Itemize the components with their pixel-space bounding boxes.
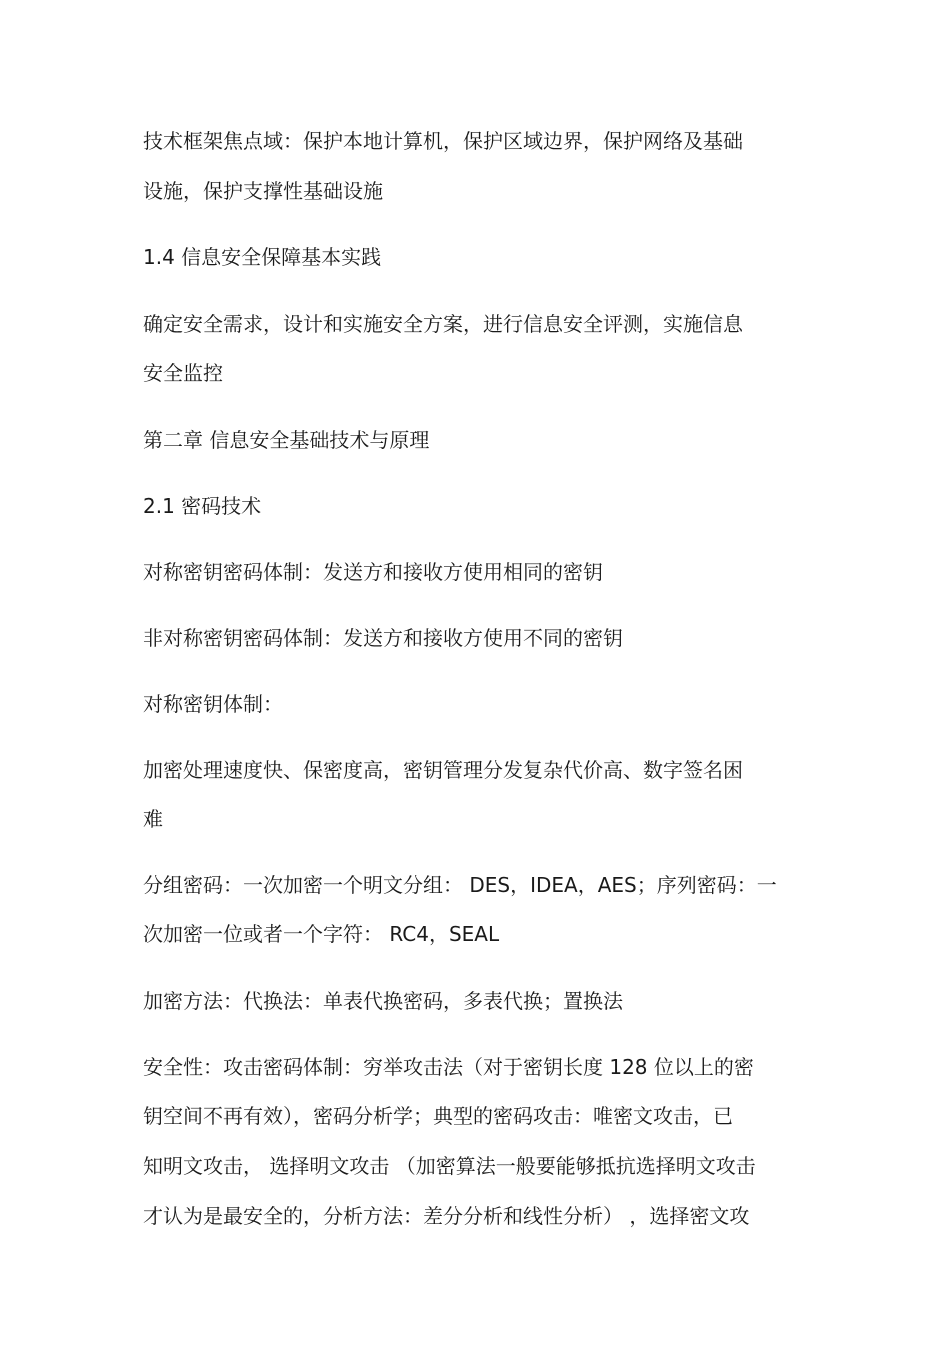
text-line: 分组密码：一次加密一个明文分组： DES，IDEA，AES；序列密码：一: [143, 873, 777, 897]
text-line: 安全监控: [143, 361, 223, 385]
text-line: 安全性：攻击密码体制：穷举攻击法（对于密钥长度 128 位以上的密: [143, 1055, 754, 1079]
text-line: 钥空间不再有效），密码分析学；典型的密码攻击：唯密文攻击，已: [143, 1104, 733, 1128]
text-line: 知明文攻击， 选择明文攻击 （加密算法一般要能够抵抗选择明文攻击: [143, 1154, 756, 1178]
text-line: 对称密钥密码体制：发送方和接收方使用相同的密钥: [143, 560, 603, 584]
section-heading: 2.1 密码技术: [143, 494, 262, 518]
text-line: 非对称密钥密码体制：发送方和接收方使用不同的密钥: [143, 626, 623, 650]
text-line: 技术框架焦点域：保护本地计算机，保护区域边界，保护网络及基础: [143, 129, 743, 153]
text-line: 对称密钥体制：: [143, 692, 283, 716]
text-line: 设施，保护支撑性基础设施: [143, 179, 383, 203]
text-line: 加密方法：代换法：单表代换密码，多表代换；置换法: [143, 989, 623, 1013]
section-heading: 1.4 信息安全保障基本实践: [143, 245, 382, 269]
text-line: 加密处理速度快、保密度高，密钥管理分发复杂代价高、数字签名困: [143, 758, 743, 782]
text-line: 确定安全需求，设计和实施安全方案，进行信息安全评测，实施信息: [143, 312, 743, 336]
text-line: 才认为是最安全的，分析方法：差分分析和线性分析） ，选择密文攻: [143, 1204, 750, 1228]
chapter-heading: 第二章 信息安全基础技术与原理: [143, 428, 430, 452]
text-line: 难: [143, 807, 163, 831]
text-line: 次加密一位或者一个字符： RC4，SEAL: [143, 922, 500, 946]
